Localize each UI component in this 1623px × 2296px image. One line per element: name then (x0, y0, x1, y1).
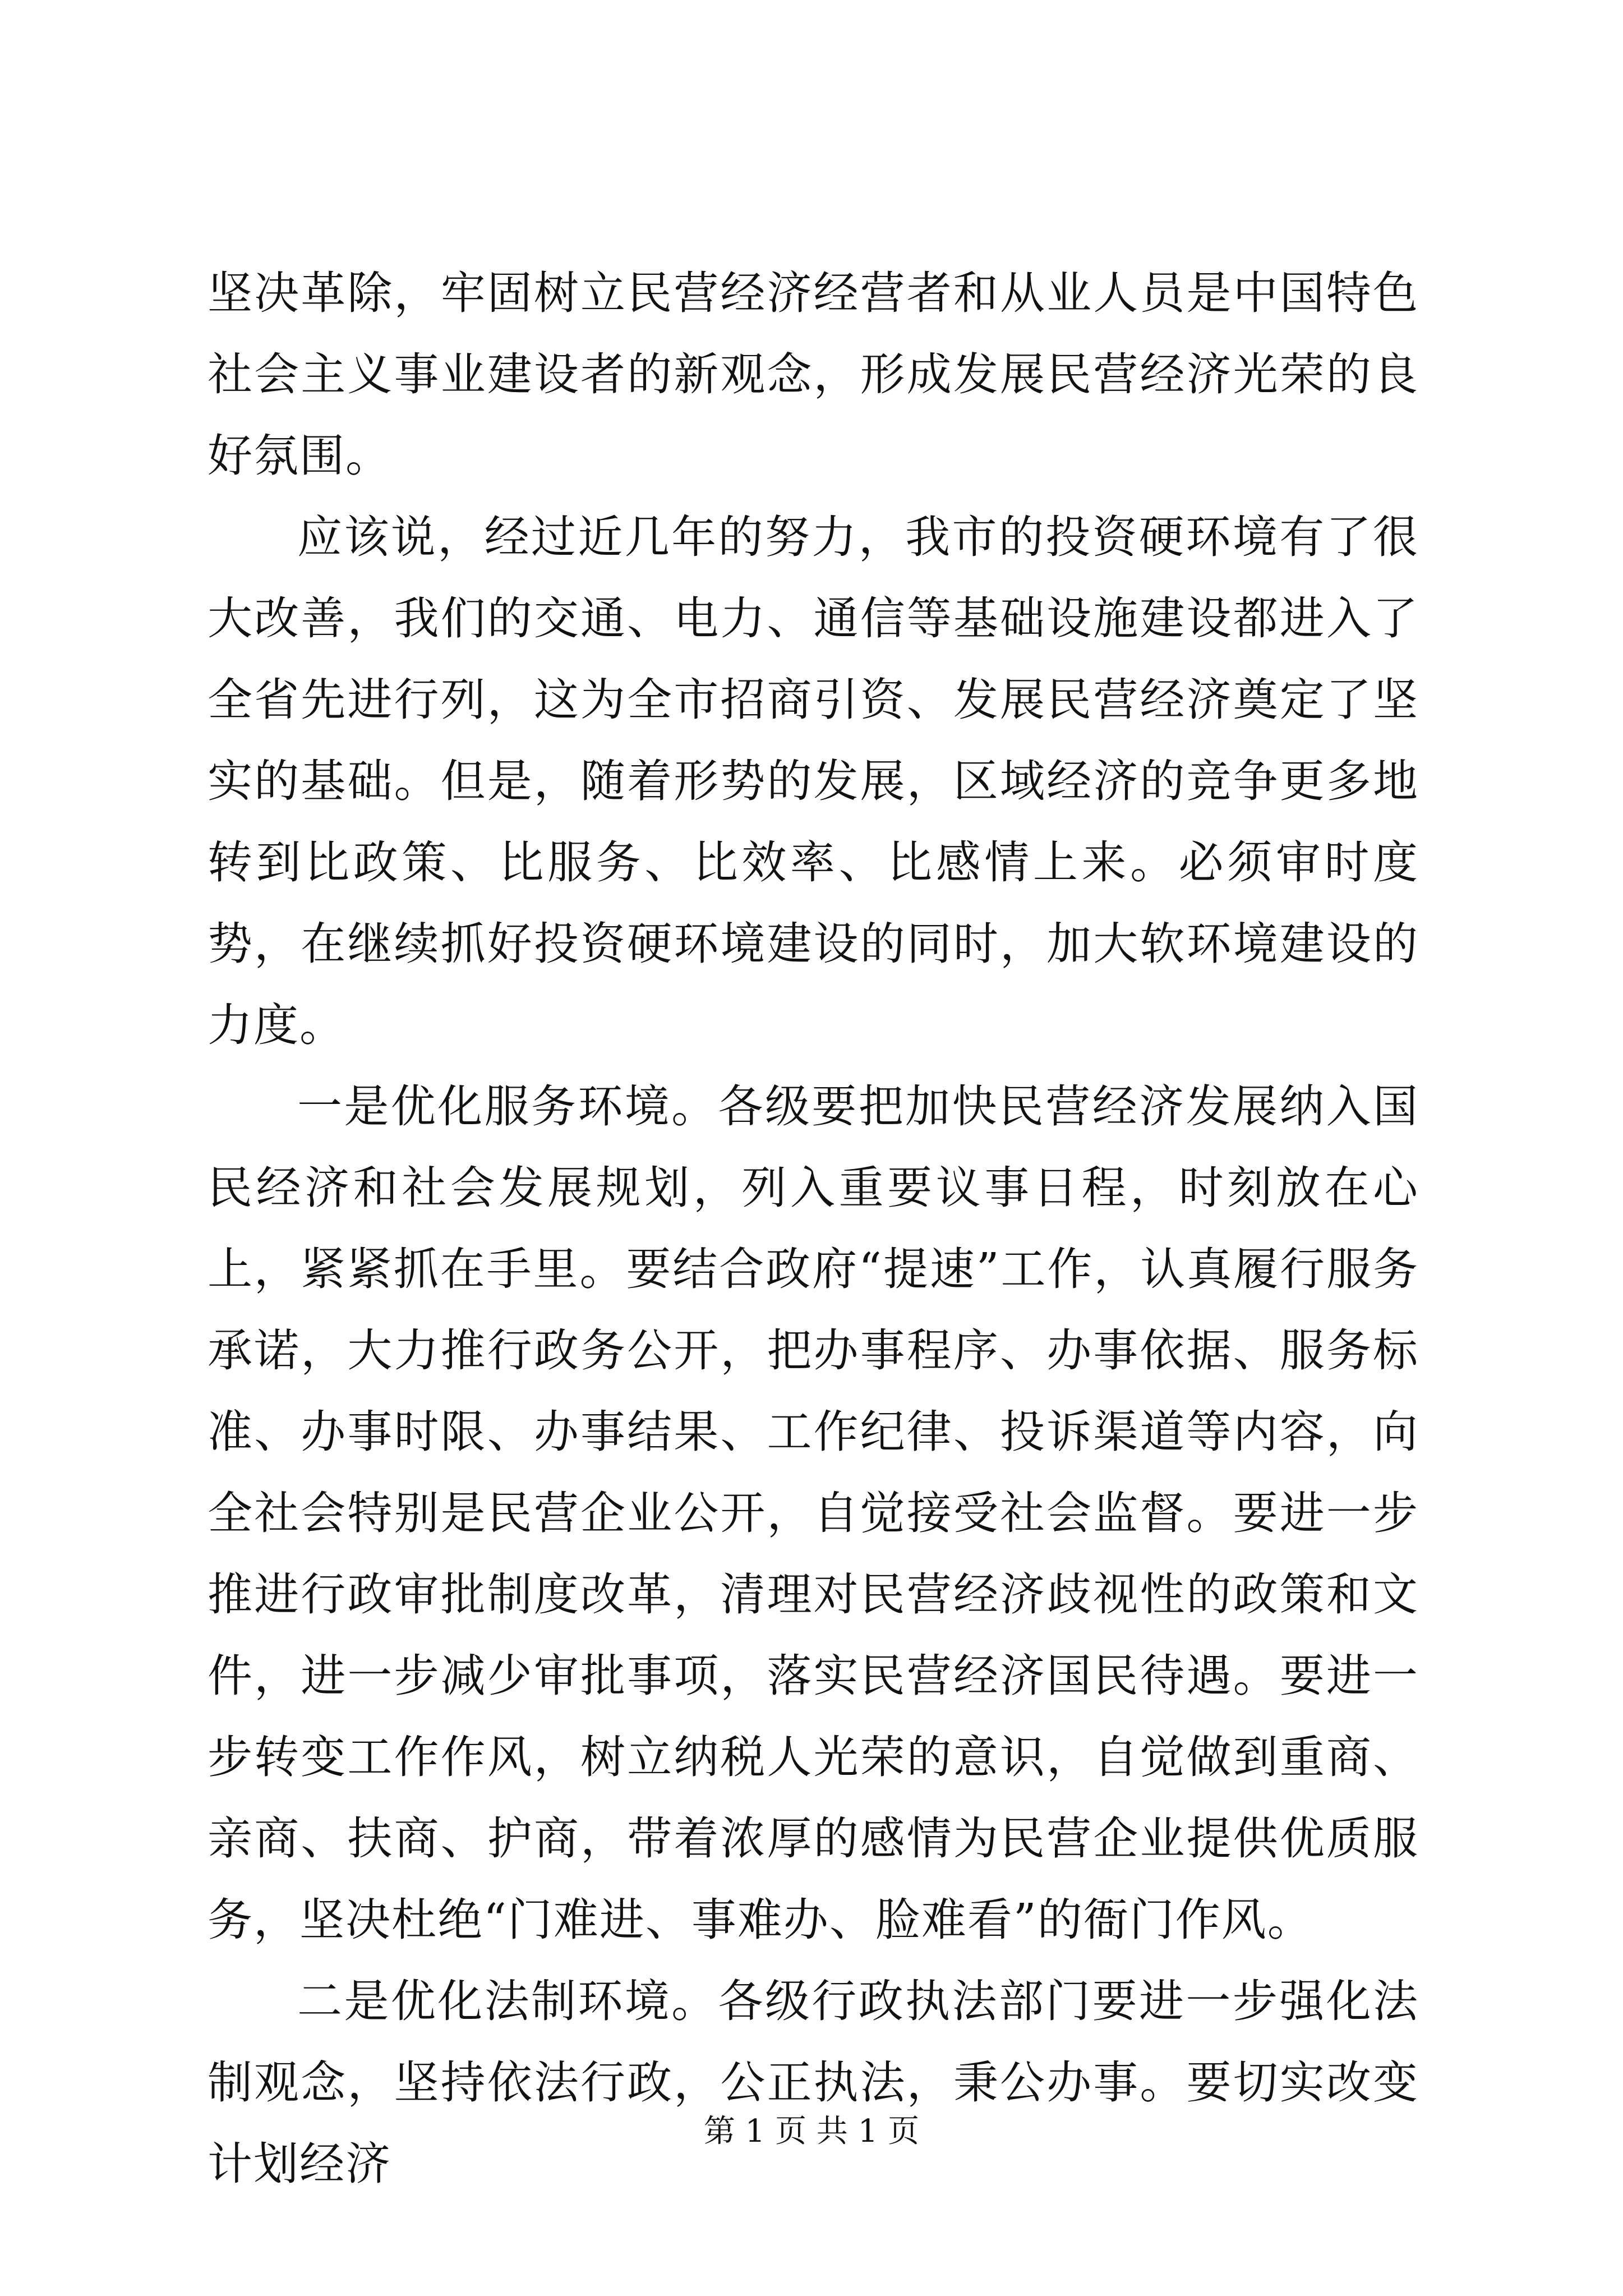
paragraph-4: 二是优化法制环境。各级行政执法部门要进一步强化法制观念，坚持依法行政，公正执法，秉公办事。要切实改变计划经济 (208, 1975, 1419, 2190)
paragraph-3: 一是优化服务环境。各级要把加快民营经济发展纳入国民经济和社会发展规划，列入重要议事日程，时刻放在心上，紧紧抓在手里。要结合政府“提速”工作，认真履行服务承诺，大力推行政务公开，把办事程序、办事依据、服务标准、办事时限、办事结果、工作纪律、投诉渠道等内容，向全社会特别是民营企业公开，自觉接受社会监督。要进一步推进行政审批制度改革，清理对民营经济歧视性的政策和文件，进一步减少审批事项，落实民营经济国民待遇。要进一步转变工作作风，树立纳税人光荣的意识，自觉做到重商、亲商、扶商、护商，带着浓厚的感情为民营企业提供优质服务，坚决杜绝“门难进、事难办、脸难看”的衙门作风。 (208, 1080, 1419, 1946)
document-body (208, 252, 1419, 2205)
page-footer: 第 1 页 共 1 页 (703, 2113, 920, 2150)
paragraph-2: 应该说，经过近几年的努力，我市的投资硬环境有了很大改善，我们的交通、电力、通信等基础设施建设都进入了全省先进行列，这为全市招商引资、发展民营经济奠定了坚实的基础。但是，随着形势的发展，区域经济的竞争更多地转到比政策、比服务、比效率、比感情上来。必须审时度势，在继续抓好投资硬环境建设的同时，加大软环境建设的力度。 (208, 511, 1419, 1051)
paragraph-1: 坚决革除，牢固树立民营经济经营者和从业人员是中国特色社会主义事业建设者的新观念，形成发展民营经济光荣的良好氛围。 (208, 267, 1419, 482)
